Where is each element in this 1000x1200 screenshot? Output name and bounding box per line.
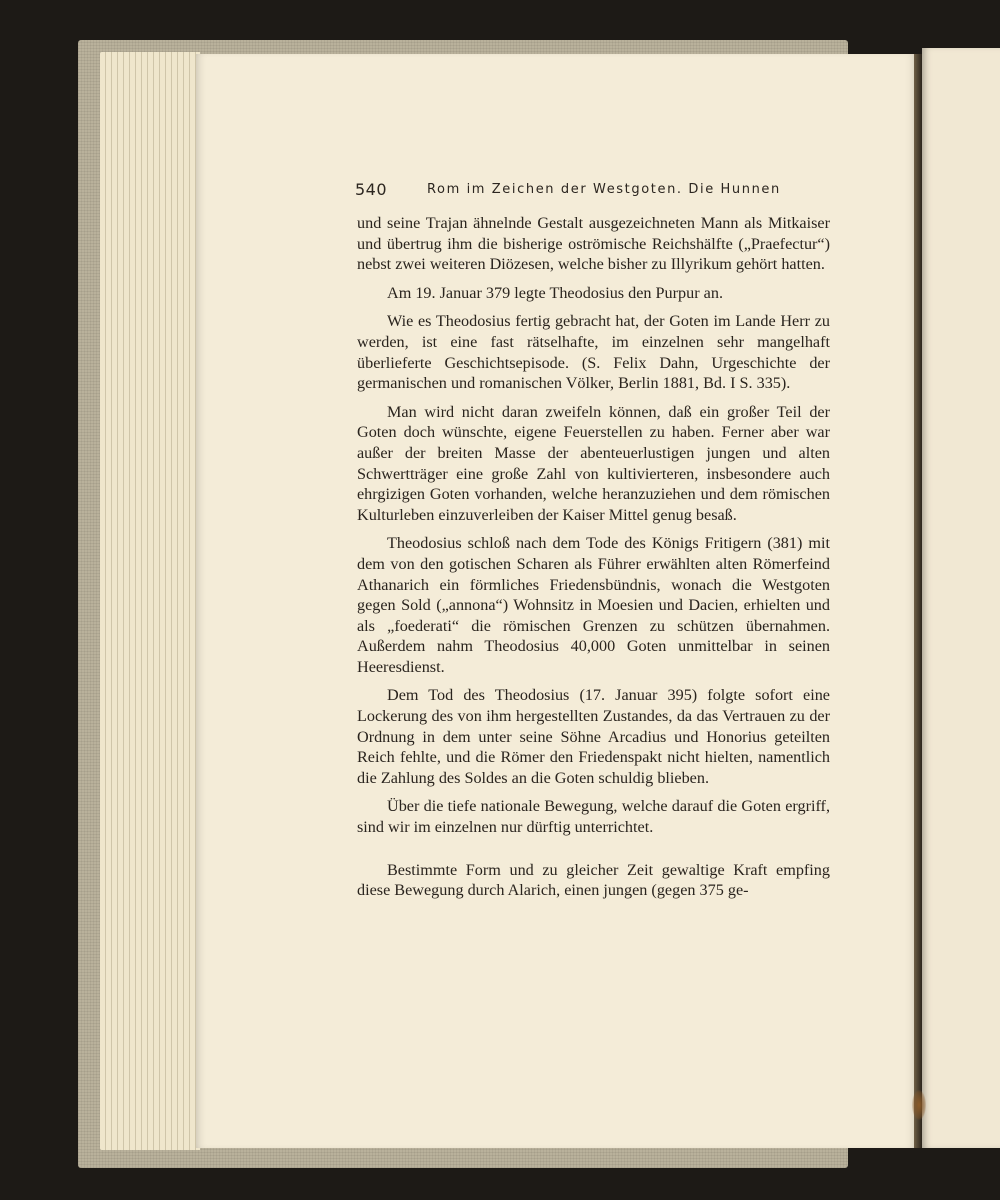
paragraph: und seine Trajan ähnelnde Gestalt ausgezeichneten Mann als Mitkaiser und übertrug ihm die bisherige oströmische Reichshälfte („Praefectur“) nebst zwei weiteren Diözesen, welche bisher zu Illyrikum gehört hatten. bbox=[357, 214, 830, 274]
paragraph: Bestimmte Form und zu gleicher Zeit gewaltige Kraft empfing diese Bewegung durch Alarich, einen jungen (gegen 375 ge- bbox=[357, 860, 830, 900]
page-edges bbox=[100, 52, 200, 1150]
paragraph: Dem Tod des Theodosius (17. Januar 395) folgte sofort eine Lockerung des von ihm hergestellten Zustandes, da das Vertrauen zu der Ordnung in dem unter seine Söhne Arcadius und Honorius geteilten Reich fehlte, und die Römer den Friedenspakt nicht hielten, namentlich die Zahlung des Soldes an die Goten schuldig blieben. bbox=[357, 686, 830, 787]
page-header bbox=[355, 180, 835, 204]
body-text bbox=[357, 213, 830, 909]
paragraph: Man wird nicht daran zweifeln können, daß ein großer Teil der Goten doch wünschte, eigene Feuerstellen zu haben. Ferner aber war außer der breiten Masse der abenteuerlustigen jungen und alten Schwertträger eine große Zahl von kultivierteren, insbesondere auch ehrgizigen Goten vorhanden, welche heranzuziehen und dem römischen Kulturleben einzuverleiben der Kaiser Mittel genug besaß. bbox=[357, 402, 830, 524]
paragraph: Wie es Theodosius fertig gebracht hat, der Goten im Lande Herr zu werden, ist eine fast rätselhafte, im einzelnen sehr mangelhaft überlieferte Geschichtsepisode. (S. Felix Dahn, Urgeschichte der germanischen und romanischen Völker, Berlin 1881, Bd. I S. 335). bbox=[357, 312, 830, 393]
running-head: Rom im Zeichen der Westgoten. Die Hunnen bbox=[427, 182, 781, 197]
paragraph: Am 19. Januar 379 legte Theodosius den Purpur an. bbox=[387, 283, 723, 302]
paragraph: Über die tiefe nationale Bewegung, welche darauf die Goten ergriff, sind wir im einzelnen nur dürftig unterrichtet. bbox=[357, 797, 830, 837]
facing-page bbox=[922, 48, 1000, 1148]
book-gutter bbox=[914, 54, 922, 1148]
page-number: 540 bbox=[355, 180, 388, 199]
page-stain bbox=[912, 1090, 926, 1120]
paragraph: Theodosius schloß nach dem Tode des Königs Fritigern (381) mit dem von den gotischen Scharen als Führer erwählten alten Römerfeind Athanarich ein förmliches Friedensbündnis, wonach die Westgoten gegen Sold („annona“) Wohnsitz in Moesien und Dacien, erhielten und als „foederati“ die römischen Grenzen zu schützen übernahmen. Außerdem nahm Theodosius 40,000 Goten unmittelbar in seinen Heeresdienst. bbox=[357, 534, 830, 676]
